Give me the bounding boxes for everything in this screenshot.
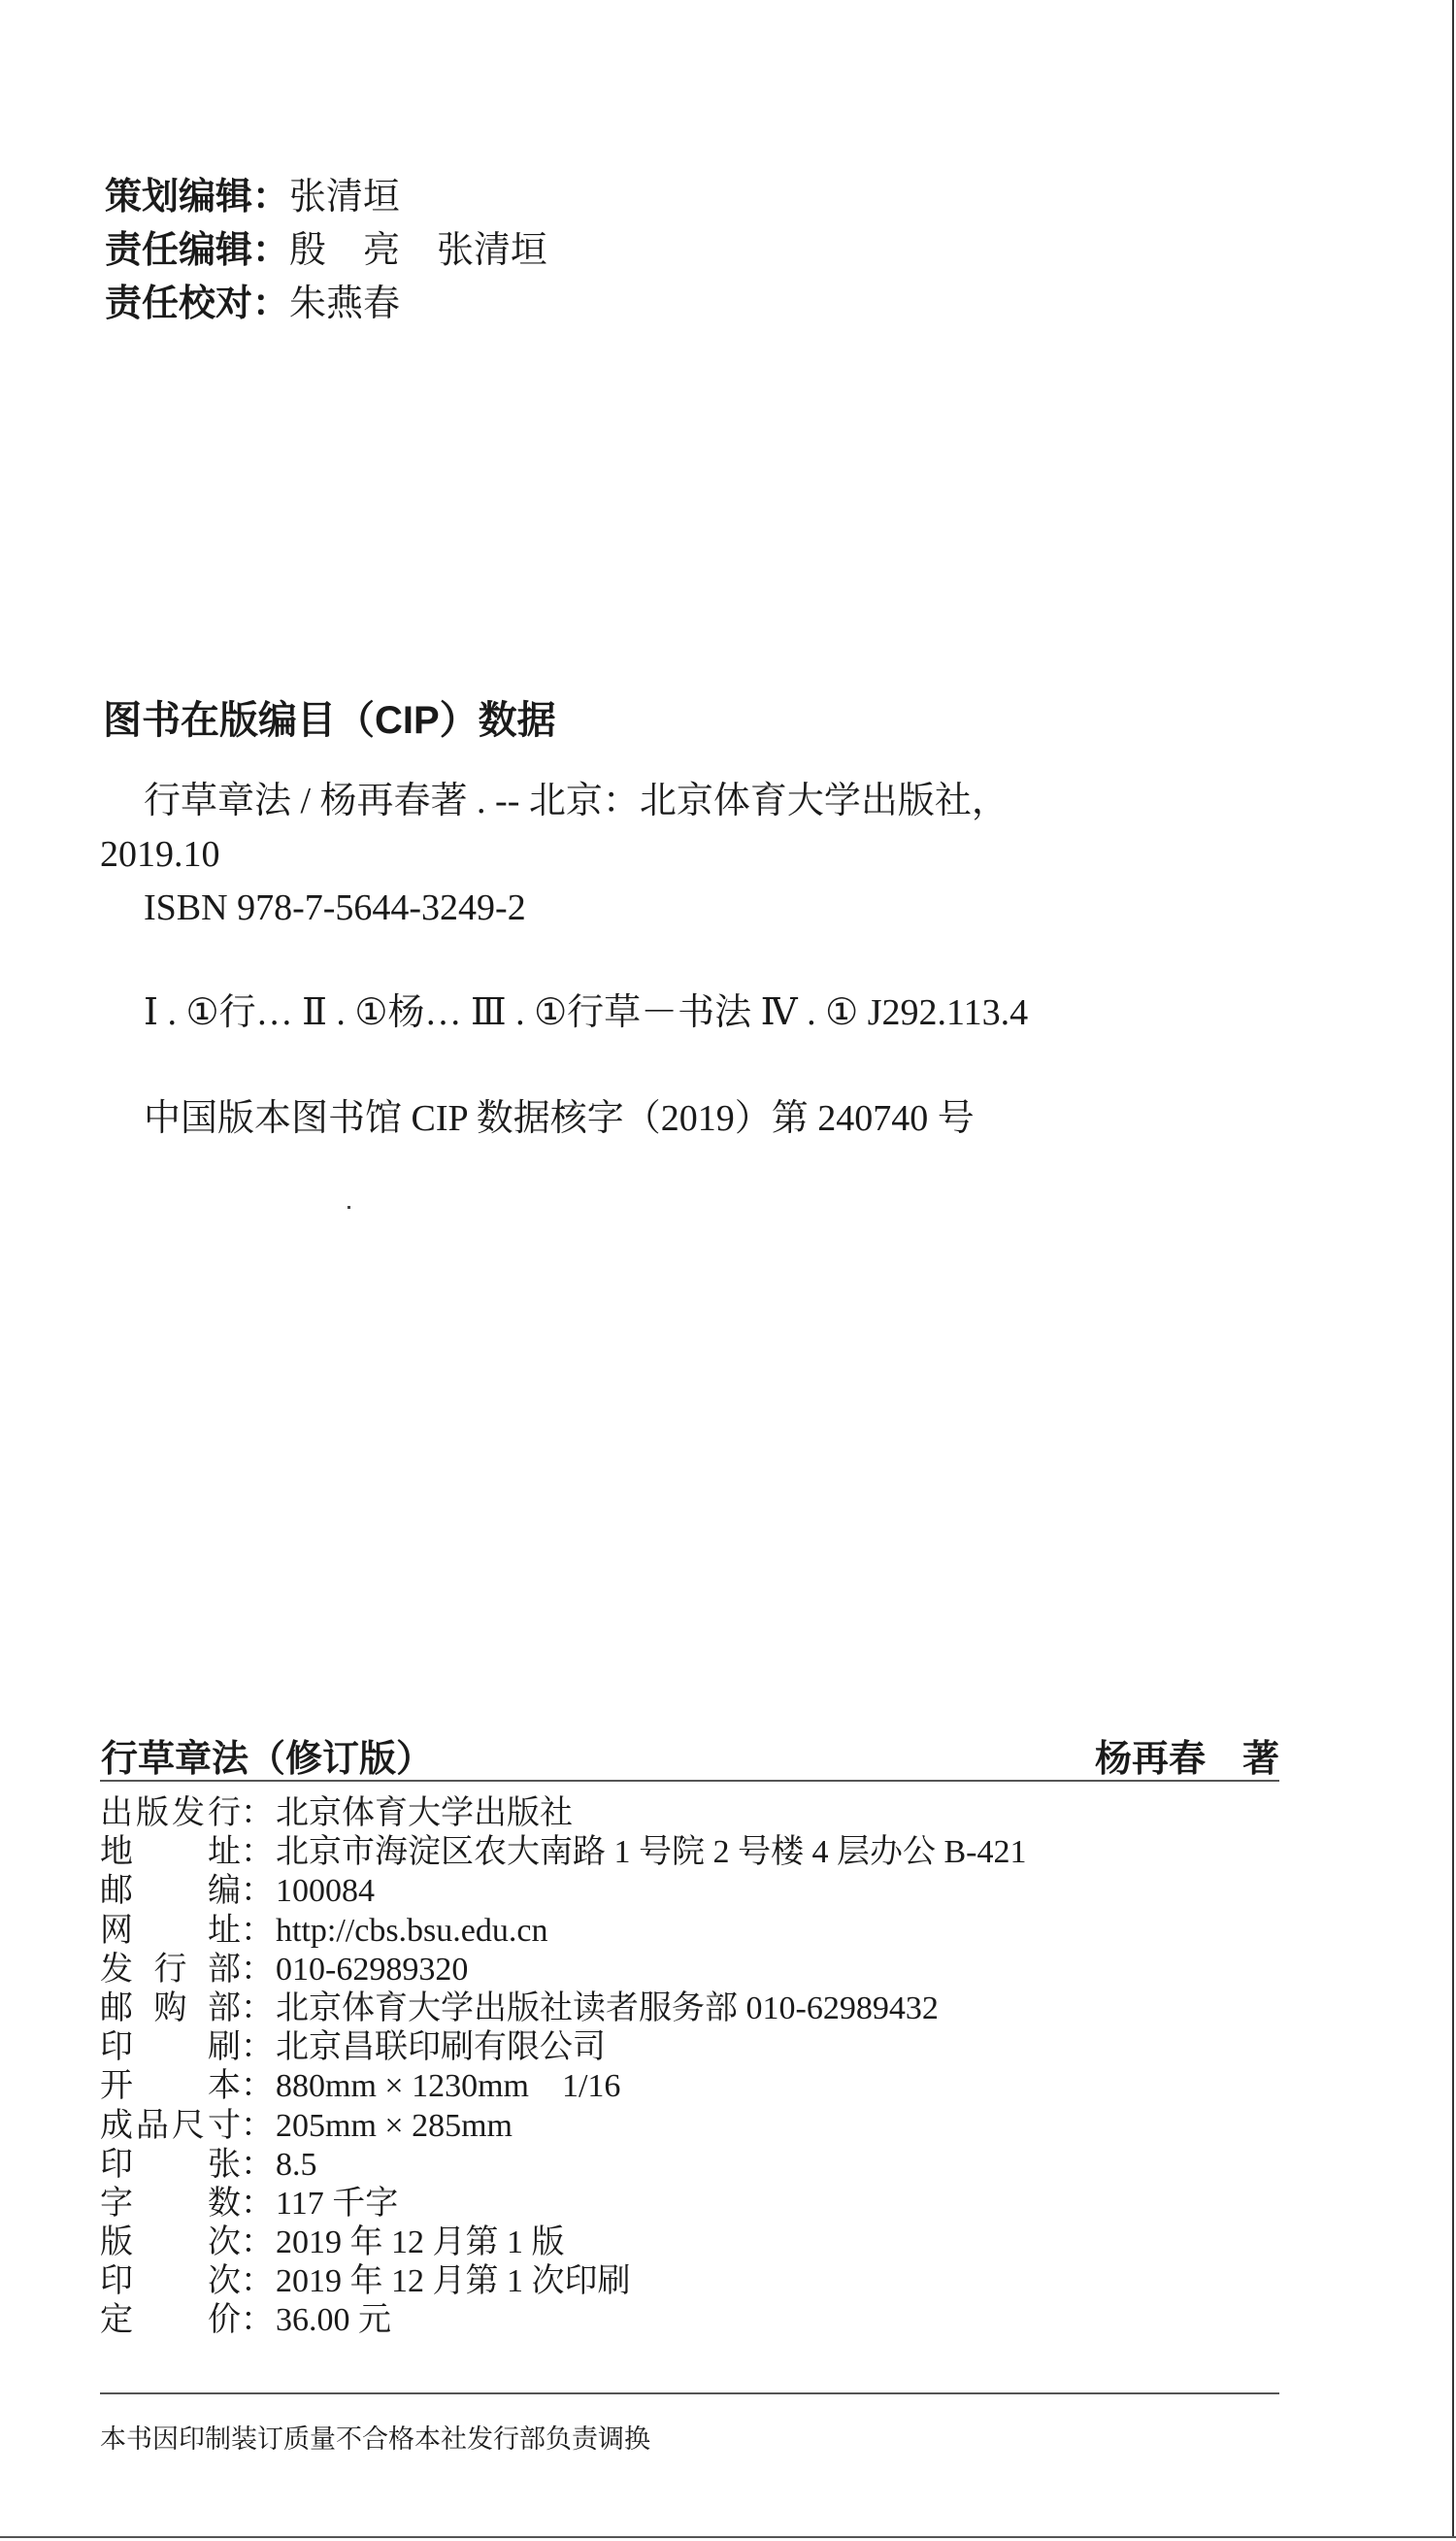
detail-label: [100, 2185, 241, 2223]
stray-dot: [347, 1206, 350, 1209]
label-colon: ：: [241, 2185, 274, 2222]
label-char: 邮: [100, 1989, 133, 2026]
detail-value: 8.5: [276, 2146, 317, 2183]
detail-row: [100, 2146, 1027, 2185]
label-char: 购: [153, 1989, 187, 2026]
label-colon: ：: [241, 1951, 274, 1988]
label-colon: ：: [241, 2068, 274, 2105]
label-colon: ：: [241, 1912, 274, 1949]
detail-value: 010-62989320: [276, 1951, 469, 1988]
detail-label: [100, 2262, 241, 2301]
detail-label: [100, 2146, 241, 2185]
detail-row: [100, 1951, 1027, 1989]
label-char: 编: [208, 1873, 241, 1910]
detail-label: [100, 2301, 241, 2340]
detail-row: [100, 1833, 1027, 1872]
label-char: 发: [100, 1951, 133, 1988]
label-char: 出: [100, 1795, 133, 1831]
detail-row: [100, 2028, 1027, 2067]
detail-label: [100, 1872, 241, 1911]
label-char: 印: [100, 2029, 133, 2066]
label-colon: ：: [241, 1989, 274, 2026]
detail-label: [100, 2028, 241, 2067]
detail-row: [100, 2262, 1027, 2301]
cip-isbn: ISBN 978-7-5644-3249-2: [144, 887, 526, 928]
page-border-bottom: [0, 2536, 1456, 2538]
detail-label: [100, 2067, 241, 2106]
label-char: 部: [208, 1989, 241, 2026]
detail-row: [100, 1872, 1027, 1911]
credit-planning-editor: 策划编辑：张清垣: [105, 177, 401, 217]
cip-record-number: 中国版本图书馆 CIP 数据核字（2019）第 240740 号: [144, 1098, 975, 1139]
detail-row: [100, 1794, 1027, 1833]
detail-label: [100, 1989, 241, 2028]
detail-label: [100, 1833, 241, 1872]
detail-row: [100, 2301, 1027, 2340]
detail-row: [100, 1912, 1027, 1951]
detail-value: 北京体育大学出版社: [276, 1795, 573, 1831]
detail-row: [100, 2067, 1027, 2106]
detail-value: 2019 年 12 月第 1 次印刷: [276, 2263, 631, 2300]
label-char: 字: [100, 2185, 133, 2222]
label-char: 张: [208, 2146, 241, 2183]
detail-value: http://cbs.bsu.edu.cn: [276, 1912, 548, 1949]
detail-row: [100, 2223, 1027, 2262]
label-char: 部: [208, 1951, 241, 1988]
label-char: 次: [208, 2263, 241, 2300]
label-char: 开: [100, 2068, 133, 2105]
cip-classification: Ⅰ . ①行… Ⅱ . ①杨… Ⅲ . ①行草－书法 Ⅳ . ① J292.113.4: [144, 992, 1029, 1033]
label-char: 尺: [172, 2107, 205, 2144]
label-char: 址: [208, 1834, 241, 1871]
label-char: 网: [100, 1912, 133, 1949]
label-char: 印: [100, 2146, 133, 2183]
label-char: 行: [208, 1795, 241, 1831]
label-char: 邮: [100, 1873, 133, 1910]
book-title: 行草章法（修订版）: [101, 1739, 434, 1780]
label-char: 版: [136, 1795, 169, 1831]
detail-row: [100, 2185, 1027, 2223]
detail-label: [100, 1912, 241, 1951]
label-char: 价: [208, 2302, 241, 2339]
detail-label: [100, 1794, 241, 1833]
label-char: 品: [136, 2107, 169, 2144]
label-char: 定: [100, 2302, 133, 2339]
label-char: 址: [208, 1912, 241, 1949]
page-border-right: [1452, 0, 1454, 2536]
detail-value: 36.00 元: [276, 2302, 391, 2339]
label-colon: ：: [241, 2224, 274, 2261]
label-char: 刷: [208, 2029, 241, 2066]
detail-value: 2019 年 12 月第 1 版: [276, 2224, 565, 2261]
divider-top: [100, 1780, 1279, 1782]
cip-line-2: 2019.10: [100, 834, 220, 875]
label-char: 印: [100, 2263, 133, 2300]
footer-notice: 本书因印制装订质量不合格本社发行部负责调换: [100, 2424, 650, 2454]
cip-line-1: 行草章法 / 杨再春著 . -- 北京：北京体育大学出版社，: [144, 781, 1009, 821]
label-char: 数: [208, 2185, 241, 2222]
publication-details: [100, 1794, 1027, 2341]
detail-value: 117 千字: [276, 2185, 399, 2222]
credit-proofreader: 责任校对：朱燕春: [105, 284, 401, 324]
detail-value: 北京市海淀区农大南路 1 号院 2 号楼 4 层办公 B-421: [276, 1834, 1027, 1871]
detail-label: [100, 2107, 241, 2146]
label-char: 次: [208, 2224, 241, 2261]
label-char: 本: [208, 2068, 241, 2105]
label-colon: ：: [241, 2146, 274, 2183]
detail-value: 北京体育大学出版社读者服务部 010-62989432: [276, 1989, 939, 2026]
detail-value: 100084: [276, 1873, 375, 1910]
label-colon: ：: [241, 1795, 274, 1831]
detail-value: 北京昌联印刷有限公司: [276, 2029, 606, 2066]
detail-label: [100, 2223, 241, 2262]
label-colon: ：: [241, 2302, 274, 2339]
label-char: 成: [100, 2107, 133, 2144]
detail-row: [100, 1989, 1027, 2028]
label-colon: ：: [241, 1834, 274, 1871]
label-colon: ：: [241, 2107, 274, 2144]
label-colon: ：: [241, 1873, 274, 1910]
detail-label: [100, 1951, 241, 1989]
credit-responsible-editor: 责任编辑：殷 亮 张清垣: [105, 230, 548, 271]
label-char: 地: [100, 1834, 133, 1871]
label-colon: ：: [241, 2263, 274, 2300]
detail-row: [100, 2107, 1027, 2146]
divider-bottom: [100, 2392, 1279, 2394]
label-char: 发: [172, 1795, 205, 1831]
book-author: 杨再春 著: [1094, 1739, 1279, 1780]
label-char: 行: [153, 1951, 187, 1988]
cip-heading: 图书在版编目（CIP）数据: [103, 699, 556, 742]
label-char: 版: [100, 2224, 133, 2261]
label-colon: ：: [241, 2029, 274, 2066]
label-char: 寸: [208, 2107, 241, 2144]
detail-value: 880mm × 1230mm 1/16: [276, 2068, 621, 2105]
detail-value: 205mm × 285mm: [276, 2107, 513, 2144]
